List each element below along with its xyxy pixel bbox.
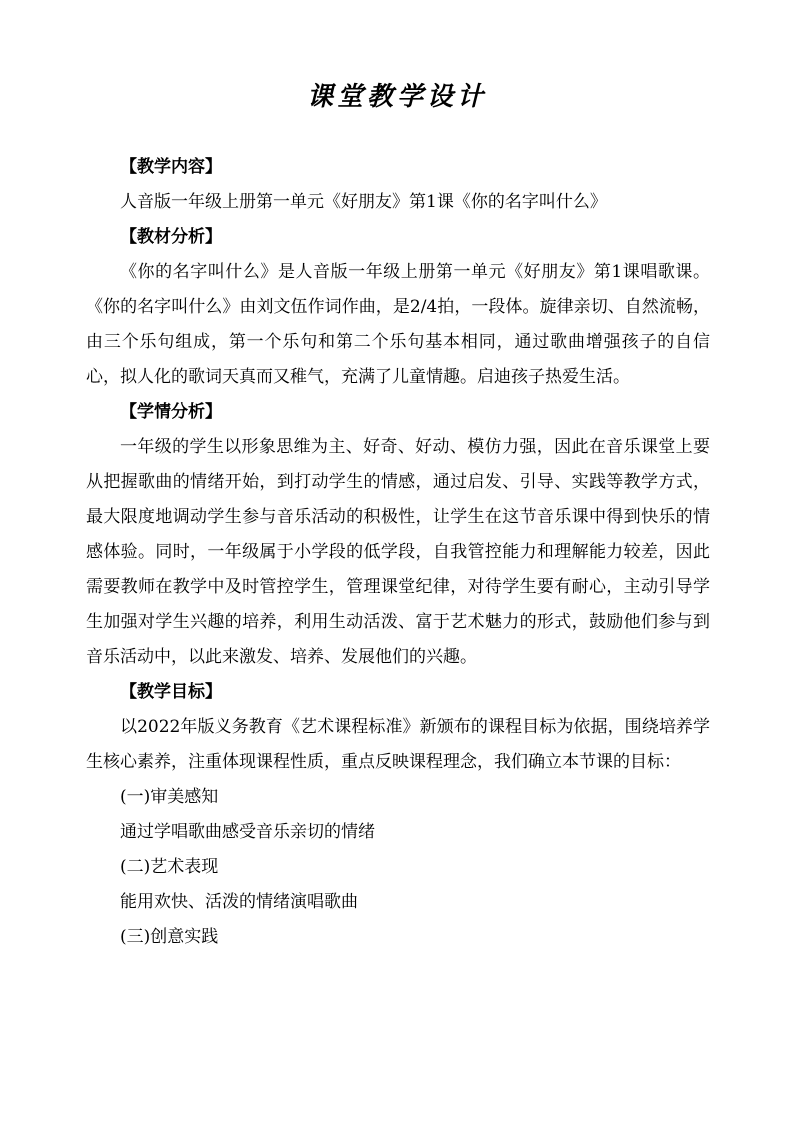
goal-label: (二)艺术表现 [120, 857, 219, 877]
section-text-students: 一年级的学生以形象思维为主、好奇、好动、模仿力强，因此在音乐课堂上要从把握歌曲的情绪开始，到打动学生的情感，通过启发、引导、实践等教学方式，最大限度地调动学生参与音乐活动的积极性，让学生在这节音乐课中得到快乐的情感体验。同时，一年级属于小学段的低学段，自我管控能力和理解能力较差，因此需要教师在教学中及时管控学生，管理课堂纪律，对待学生要有耐心，主动引导学生加强对学生兴趣的培养，利用生动活泼、富于艺术魅力的形式，鼓励他们参与到音乐活动中，以此来激发、培养、发展他们的兴趣。 [86, 437, 710, 667]
goal-label: (三)创意实践 [120, 927, 219, 947]
section-heading-material: 【教材分析】 [120, 227, 222, 247]
page-title: 课堂教学设计 [306, 82, 487, 112]
goal-body: 通过学唱歌曲感受音乐亲切的情绪 [120, 822, 375, 842]
goal-body: 能用欢快、活泼的情绪演唱歌曲 [120, 892, 358, 912]
section-heading-students: 【学情分析】 [120, 402, 222, 422]
section-text-material: 《你的名字叫什么》是人音版一年级上册第一单元《好朋友》第1课唱歌课。《你的名字叫什么》由刘文伍作词作曲，是2/4拍，一段体。旋律亲切、自然流畅，由三个乐句组成，第一个乐句和第二个乐句基本相同，通过歌曲增强孩子的自信心，拟人化的歌词天真而又稚气，充满了儿童情趣。启迪孩子热爱生活。 [86, 262, 710, 387]
section-heading-goals: 【教学目标】 [120, 682, 222, 702]
section-heading-content: 【教学内容】 [120, 157, 222, 177]
section-text-goals: 以2022年版义务教育《艺术课程标准》新颁布的课程目标为依据，围绕培养学生核心素养，注重体现课程性质，重点反映课程理念，我们确立本节课的目标： [86, 717, 710, 772]
goal-label: (一)审美感知 [120, 787, 219, 807]
section-text-content: 人音版一年级上册第一单元《好朋友》第1课《你的名字叫什么》 [120, 192, 607, 212]
document-body [86, 150, 710, 955]
